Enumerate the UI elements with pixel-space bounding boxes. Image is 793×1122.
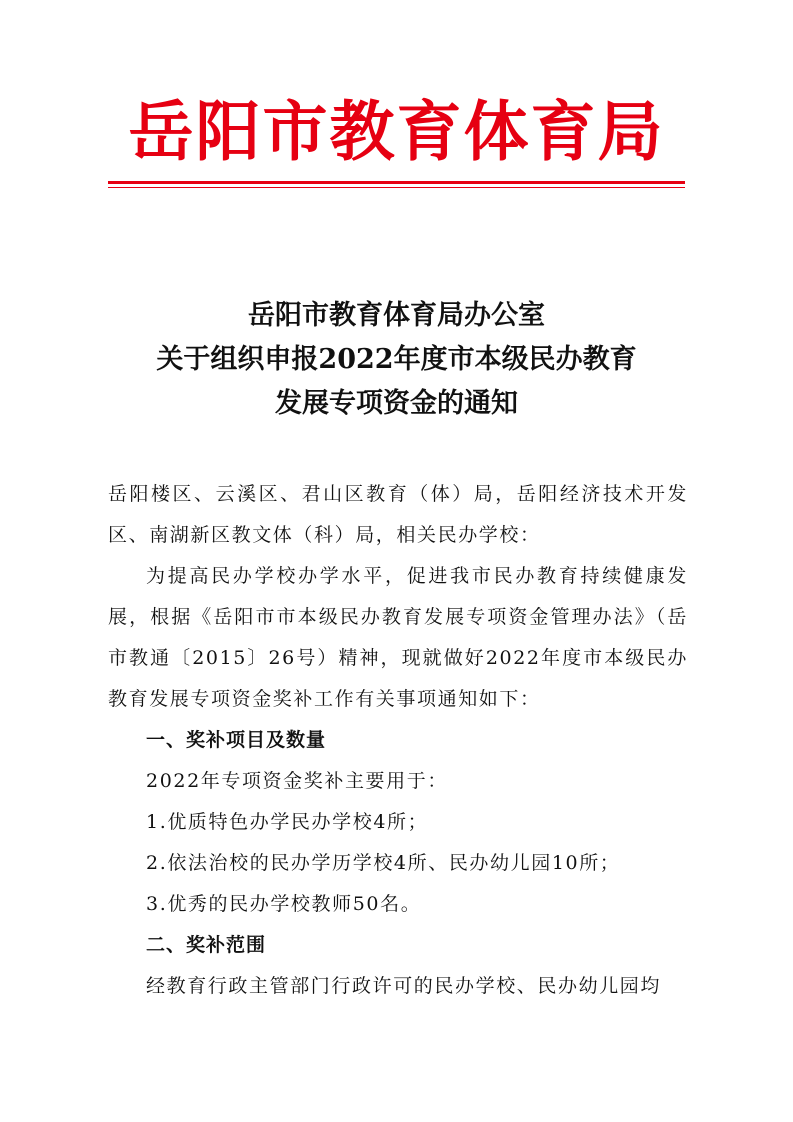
section-1-item: 2.依法治校的民办学历学校4所、民办幼儿园10所；	[146, 852, 621, 874]
document-title	[60, 294, 733, 426]
section-1-item: 3.优秀的民办学校教师50名。	[146, 893, 422, 915]
section-1-heading: 一、奖补项目及数量	[146, 729, 327, 751]
letterhead-rule-thick	[108, 181, 685, 184]
section-1-lead: 2022年专项资金奖补主要用于：	[146, 770, 448, 792]
title-line-2: 关于组织申报2022年度市本级民办教育	[156, 344, 637, 375]
letterhead-rule-thin	[108, 187, 685, 188]
document-body	[108, 474, 688, 1007]
intro-paragraph: 为提高民办学校办学水平，促进我市民办教育持续健康发展，根据《岳阳市市本级民办教育发展专项资金管理办法》（岳市教通〔2015〕26号）精神，现就做好2022年度市本级民办教育发展专项资金奖补工作有关事项通知如下：	[108, 565, 688, 710]
title-line-1: 岳阳市教育体育局办公室	[248, 300, 545, 331]
letterhead-org-name: 岳阳市教育体育局	[128, 94, 665, 170]
section-1-item: 1.优质特色办学民办学校4所；	[146, 811, 429, 833]
section-2-heading: 二、奖补范围	[146, 934, 267, 956]
salutation: 岳阳楼区、云溪区、君山区教育（体）局，岳阳经济技术开发区、南湖新区教文体（科）局，相关民办学校：	[108, 483, 688, 546]
title-line-3: 发展专项资金的通知	[275, 388, 518, 419]
section-2-text: 经教育行政主管部门行政许可的民办学校、民办幼儿园均	[146, 975, 662, 997]
